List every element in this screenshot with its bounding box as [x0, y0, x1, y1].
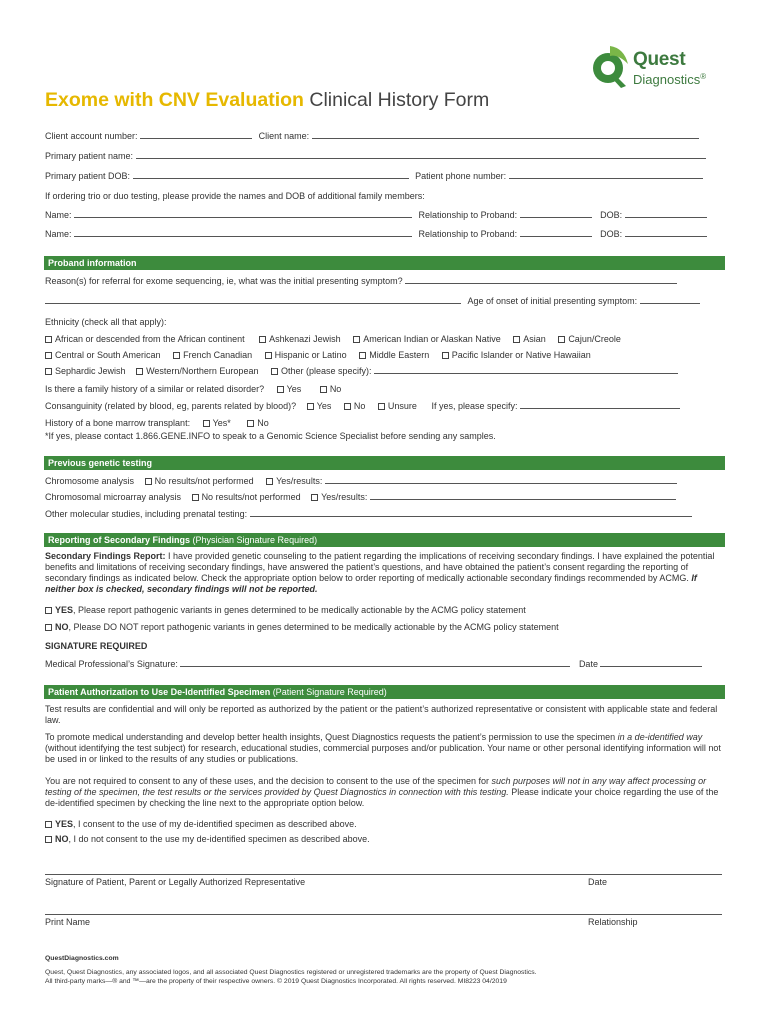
consanguinity-row [45, 401, 680, 412]
family-history-no[interactable]: No [320, 384, 342, 394]
checkbox[interactable] [359, 352, 366, 359]
relationship-field-1[interactable] [520, 210, 592, 218]
microarray-row [45, 492, 676, 503]
bone-marrow-note: *If yes, please contact 1.866.GENE.INFO to speak to a Genomic Science Specialist before sending any samples. [45, 431, 496, 441]
quest-logo [588, 44, 728, 94]
reasons-field[interactable] [405, 276, 677, 284]
primary-patient-dob-label: Primary patient DOB: [45, 171, 131, 181]
ethnicity-row-3 [45, 366, 678, 377]
logo-word-quest: Quest [633, 49, 686, 70]
dob-field-1[interactable] [625, 210, 707, 218]
ethnicity-central-south-american[interactable]: Central or South American [45, 350, 161, 360]
dob-label: DOB: [600, 210, 623, 220]
form-title [45, 89, 489, 112]
relationship-field-2[interactable] [520, 229, 592, 237]
secondary-no-option[interactable]: NO, Please DO NOT report pathogenic variants in genes determined to be medically actionable by the ACMG policy statement [45, 622, 559, 633]
ethnicity-french-canadian[interactable]: French Canadian [173, 350, 252, 360]
patient-date-label: Date [588, 877, 608, 887]
relationship-label: Relationship to Proband: [418, 210, 518, 220]
bone-marrow-label: History of a bone marrow transplant: [45, 418, 191, 428]
microarray-label: Chromosomal microarray analysis [45, 492, 182, 502]
bone-marrow-row [45, 418, 269, 429]
ethnicity-african[interactable]: African or descended from the African continent [45, 334, 245, 344]
checkbox[interactable] [45, 336, 52, 343]
chromosome-results-field[interactable] [325, 476, 677, 484]
authorization-p1: Test results are confidential and will only be reported as authorized by the patient or the patient’s authorized representative or consistent with applicable state and federal law. [45, 704, 718, 725]
name-label: Name: [45, 210, 72, 220]
checkbox[interactable] [259, 336, 266, 343]
print-name-label: Print Name [45, 917, 91, 927]
ethnicity-ashkenazi[interactable]: Ashkenazi Jewish [259, 334, 341, 344]
date-label: Date [578, 659, 598, 669]
consanguinity-no[interactable]: No [344, 401, 366, 411]
family-name-field-2[interactable] [74, 229, 412, 237]
consanguinity-specify-field[interactable] [520, 401, 680, 409]
authorization-p2: To promote medical understanding and develop better health insights, Quest Diagnostics requests the patient’s permission to use the specimen in a de-identified way (without identifying the test subject) for research, educational studies, commercial purposes and/or publication. Your name or other personal identifying information will not be used in or linked to the results of any studies or publications. [45, 732, 721, 764]
primary-name-row [45, 151, 706, 162]
client-name-field[interactable] [312, 131, 699, 139]
ethnicity-asian[interactable]: Asian [513, 334, 546, 344]
family-member-row-2 [45, 229, 707, 240]
checkbox[interactable] [378, 403, 385, 410]
medical-signature-label: Medical Professional’s Signature: [45, 659, 178, 669]
secondary-yes-option[interactable]: YES, Please report pathogenic variants in genes determined to be medically actionable by the ACMG policy statement [45, 605, 526, 616]
ethnicity-western-european[interactable]: Western/Northern European [136, 366, 258, 376]
secondary-findings-header: Reporting of Secondary Findings (Physician Signature Required) [44, 533, 725, 547]
signature-required: SIGNATURE REQUIRED [45, 641, 148, 651]
family-history-row [45, 384, 341, 395]
chromosome-yes-results[interactable]: Yes/results: [266, 476, 322, 486]
checkbox[interactable] [136, 368, 143, 375]
patient-signature-line[interactable] [45, 874, 722, 875]
reasons-label: Reason(s) for referral for exome sequencing, ie, what was the initial presenting symptom? [45, 276, 403, 286]
checkbox[interactable] [203, 420, 210, 427]
checkbox[interactable] [45, 368, 52, 375]
checkbox[interactable] [307, 403, 314, 410]
family-member-row-1 [45, 210, 707, 221]
ethnicity-cajun[interactable]: Cajun/Creole [558, 334, 621, 344]
dob-field-2[interactable] [625, 229, 707, 237]
onset-row [45, 296, 700, 307]
checkbox[interactable] [558, 336, 565, 343]
checkbox[interactable] [320, 386, 327, 393]
bone-marrow-no[interactable]: No [247, 418, 269, 428]
ethnicity-other[interactable]: Other (please specify): [271, 366, 372, 376]
footer-line-2: All third-party marks—® and ™—are the property of their respective owners. © 2019 Quest Diagnostics Incorporated. All rights reserved. MI8223 04/2019 [45, 978, 507, 985]
relationship-label: Relationship to Proband: [418, 229, 518, 239]
primary-patient-dob-field[interactable] [133, 171, 409, 179]
microarray-yes-results[interactable]: Yes/results: [311, 492, 367, 502]
logo-word-diagnostics: Diagnostics® [633, 72, 707, 87]
footer-url[interactable]: QuestDiagnostics.com [45, 955, 119, 962]
primary-patient-name-label: Primary patient name: [45, 151, 134, 161]
reasons-field-2[interactable] [45, 296, 461, 304]
ethnicity-hispanic[interactable]: Hispanic or Latino [265, 350, 347, 360]
medical-signature-row [45, 659, 702, 670]
checkbox[interactable] [192, 494, 199, 501]
checkbox[interactable] [311, 494, 318, 501]
chromosome-label: Chromosome analysis [45, 476, 135, 486]
age-onset-field[interactable] [640, 296, 700, 304]
print-name-line[interactable] [45, 914, 722, 915]
checkbox[interactable] [442, 352, 449, 359]
ethnicity-label: Ethnicity (check all that apply): [45, 317, 167, 327]
consent-no-option[interactable]: NO, I do not consent to the use my de-identified specimen as described above. [45, 834, 370, 845]
family-name-field-1[interactable] [74, 210, 412, 218]
medical-date-field[interactable] [600, 659, 702, 667]
previous-testing-header: Previous genetic testing [44, 456, 725, 470]
client-account-field[interactable] [140, 131, 252, 139]
authorization-header: Patient Authorization to Use De-Identified Specimen (Patient Signature Required) [44, 685, 725, 699]
ethnicity-pacific[interactable]: Pacific Islander or Native Hawaiian [442, 350, 591, 360]
microarray-no-results[interactable]: No results/not performed [192, 492, 301, 502]
checkbox[interactable] [265, 352, 272, 359]
ethnicity-other-field[interactable] [374, 366, 678, 374]
ethnicity-american-indian[interactable]: American Indian or Alaskan Native [353, 334, 501, 344]
title-highlight: Exome with CNV Evaluation [45, 89, 304, 111]
relationship-label: Relationship [588, 917, 638, 927]
checkbox[interactable] [45, 352, 52, 359]
primary-patient-name-field[interactable] [136, 151, 706, 159]
checkbox[interactable] [45, 607, 52, 614]
quest-logo-icon [588, 44, 632, 90]
other-molecular-field[interactable] [250, 509, 692, 517]
client-row [45, 131, 699, 142]
medical-signature-field[interactable] [180, 659, 570, 667]
age-onset-label: Age of onset of initial presenting symptom: [467, 296, 638, 306]
checkbox[interactable] [45, 821, 52, 828]
consent-yes-option[interactable]: YES, I consent to the use of my de-identified specimen as described above. [45, 819, 357, 830]
secondary-findings-report: Secondary Findings Report: I have provided genetic counseling to the patient regarding the implications of receiving secondary findings. I have explained the potential benefits and limitations of receiving secondary findings, have answered the patient’s questions, and have obtained the patient’s consent regarding the reporting of secondary findings as indicated below. Check the appropriate option below to order reporting of medically actionable secondary findings recommended by ACMG. If neither box is checked, secondary findings will not be reported. [45, 551, 715, 594]
checkbox[interactable] [353, 336, 360, 343]
checkbox[interactable] [173, 352, 180, 359]
consanguinity-label: Consanguinity (related by blood, eg, parents related by blood)? [45, 401, 297, 411]
if-yes-label: If yes, please specify: [431, 401, 518, 411]
checkbox[interactable] [271, 368, 278, 375]
proband-header: Proband information [44, 256, 725, 270]
chromosome-no-results[interactable]: No results/not performed [145, 476, 254, 486]
ethnicity-row-2 [45, 350, 591, 361]
checkbox[interactable] [266, 478, 273, 485]
trio-note: If ordering trio or duo testing, please provide the names and DOB of additional family members: [45, 191, 425, 201]
client-account-label: Client account number: [45, 131, 138, 141]
authorization-p3: You are not required to consent to any of these uses, and the decision to consent to the use of the specimen for such purposes will not in any way affect processing or testing of the specimen, the test results or the services provided by Quest Diagnostics in connection with this testing. Please indicate your choice regarding the use of the de-identified specimen by checking the line next to the appropriate option below. [45, 776, 719, 808]
chromosome-row [45, 476, 677, 487]
primary-dob-row [45, 171, 703, 182]
footer-line-1: Quest, Quest Diagnostics, any associated logos, and all associated Quest Diagnostics registered or unregistered trademarks are the property of Quest Diagnostics. [45, 969, 537, 976]
checkbox[interactable] [45, 836, 52, 843]
checkbox[interactable] [247, 420, 254, 427]
patient-signature-label: Signature of Patient, Parent or Legally Authorized Representative [45, 877, 306, 887]
consanguinity-unsure[interactable]: Unsure [378, 401, 417, 411]
ethnicity-row-1 [45, 334, 621, 345]
other-molecular-row [45, 509, 692, 520]
other-molecular-label: Other molecular studies, including prenatal testing: [45, 509, 248, 519]
ethnicity-middle-eastern[interactable]: Middle Eastern [359, 350, 429, 360]
checkbox[interactable] [513, 336, 520, 343]
reasons-row [45, 276, 677, 287]
name-label: Name: [45, 229, 72, 239]
checkbox[interactable] [145, 478, 152, 485]
ethnicity-sephardic[interactable]: Sephardic Jewish [45, 366, 126, 376]
patient-phone-label: Patient phone number: [415, 171, 507, 181]
title-rest: Clinical History Form [303, 89, 490, 111]
microarray-results-field[interactable] [370, 492, 676, 500]
checkbox[interactable] [344, 403, 351, 410]
consanguinity-yes[interactable]: Yes [307, 401, 332, 411]
dob-label: DOB: [600, 229, 623, 239]
patient-phone-field[interactable] [509, 171, 703, 179]
checkbox[interactable] [277, 386, 284, 393]
checkbox[interactable] [45, 624, 52, 631]
client-name-label: Client name: [258, 131, 310, 141]
family-history-label: Is there a family history of a similar or related disorder? [45, 384, 265, 394]
bone-marrow-yes[interactable]: Yes* [203, 418, 231, 428]
family-history-yes[interactable]: Yes [277, 384, 302, 394]
